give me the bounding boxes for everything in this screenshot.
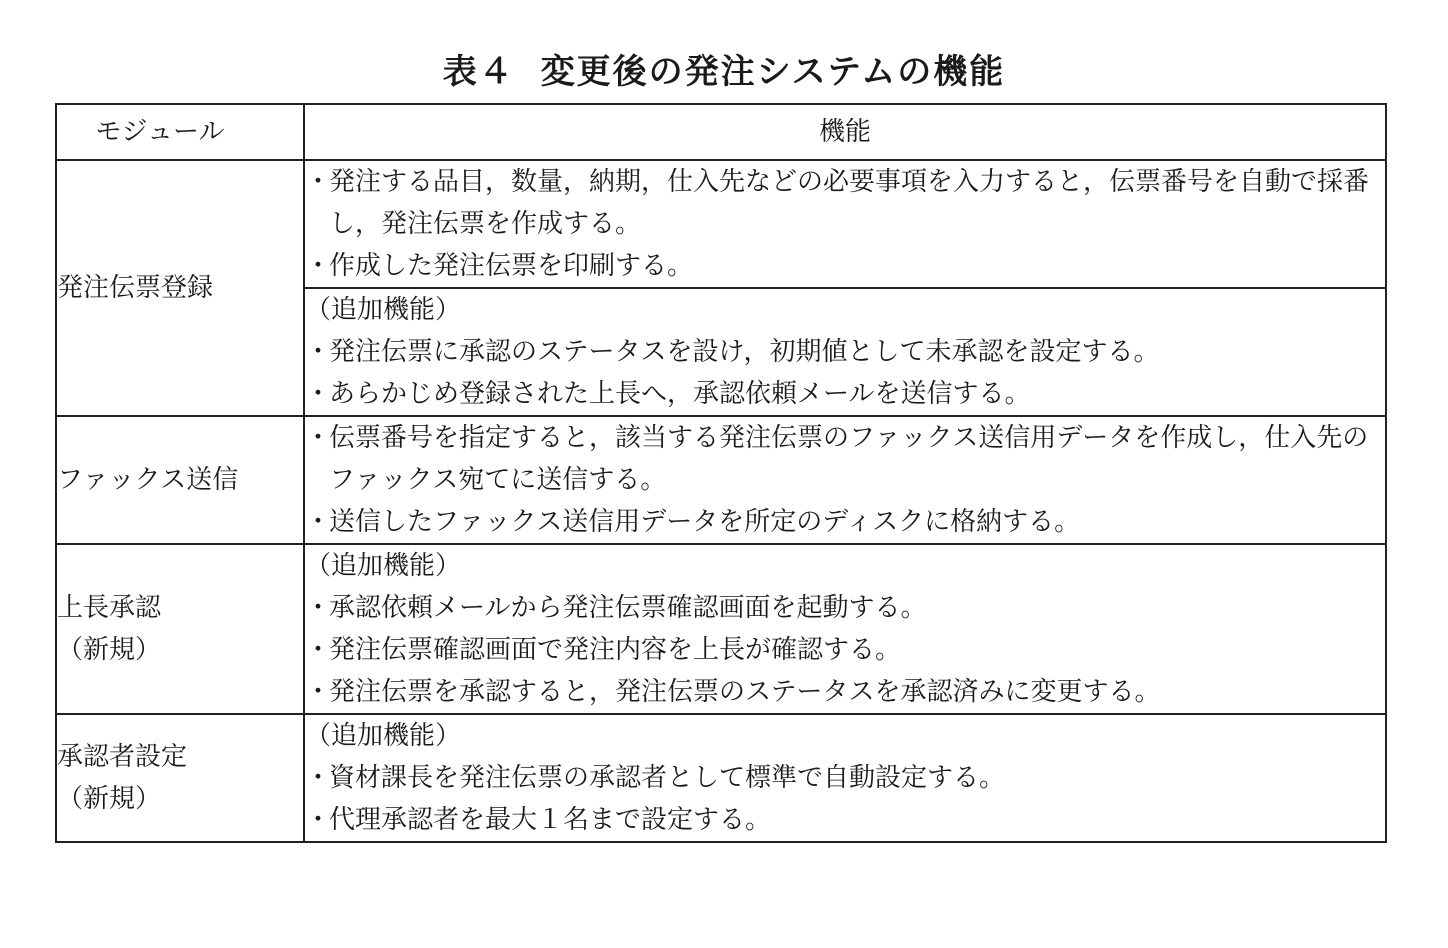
- function-cell: [304, 544, 1386, 714]
- table-title: [0, 44, 1448, 93]
- list-item: [305, 331, 1385, 373]
- function-cell: [304, 714, 1386, 842]
- list-item: [305, 671, 1385, 713]
- bullet: ・: [305, 379, 332, 409]
- header-module: モジュール: [56, 104, 304, 160]
- item-text: 発注伝票に承認のステータスを設け，初期値として未承認を設定する。: [329, 337, 1160, 367]
- module-cell: [56, 714, 304, 842]
- list-item: [305, 161, 1385, 245]
- header-row: [56, 104, 1386, 160]
- bullet: ・: [305, 763, 332, 793]
- module-cell: [56, 160, 304, 416]
- item-text: 伝票番号を指定すると，該当する発注伝票のファックス送信用データを作成し，仕入先のファックス宛てに送信する。: [329, 423, 1369, 495]
- bullet: ・: [305, 635, 332, 665]
- bullet: ・: [305, 423, 332, 453]
- list-item: [305, 417, 1385, 501]
- list-item: [305, 501, 1385, 543]
- bullet: ・: [305, 167, 332, 197]
- bullet: ・: [305, 507, 332, 537]
- item-text: 送信したファックス送信用データを所定のディスクに格納する。: [329, 507, 1081, 537]
- module-name: ファックス送信: [57, 465, 239, 495]
- table-row: [56, 160, 1386, 288]
- table-row: [56, 416, 1386, 544]
- bullet: ・: [305, 593, 332, 623]
- item-text: 代理承認者を最大１名まで設定する。: [329, 805, 772, 835]
- additional-note: （追加機能）: [305, 295, 462, 325]
- module-note: （新規）: [57, 635, 162, 665]
- additional-note: （追加機能）: [305, 551, 462, 581]
- function-cell: [304, 416, 1386, 544]
- item-text: 承認依頼メールから発注伝票確認画面を起動する。: [329, 593, 927, 623]
- item-text: 発注伝票を承認すると，発注伝票のステータスを承認済みに変更する。: [329, 677, 1161, 707]
- item-text: 作成した発注伝票を印刷する。: [329, 251, 694, 281]
- header-function: 機能: [304, 104, 1386, 160]
- list-item: [305, 245, 1385, 287]
- list-item: [305, 629, 1385, 671]
- bullet: ・: [305, 677, 332, 707]
- list-item: [305, 799, 1385, 841]
- function-cell: [304, 288, 1386, 416]
- module-cell: [56, 544, 304, 714]
- table-number: 表４: [442, 52, 515, 92]
- module-note: （新規）: [57, 784, 162, 814]
- module-cell: [56, 416, 304, 544]
- item-text: 資材課長を発注伝票の承認者として標準で自動設定する。: [329, 763, 1006, 793]
- list-item: [305, 587, 1385, 629]
- module-name: 承認者設定: [57, 742, 188, 772]
- item-text: あらかじめ登録された上長へ，承認依頼メールを送信する。: [329, 379, 1031, 409]
- item-text: 発注する品目，数量，納期，仕入先などの必要事項を入力すると，伝票番号を自動で採番し，発注伝票を作成する。: [329, 167, 1370, 239]
- module-name: 上長承認: [57, 593, 162, 623]
- additional-note: （追加機能）: [305, 721, 462, 751]
- table-caption: 変更後の発注システムの機能: [540, 52, 1006, 92]
- list-item: [305, 373, 1385, 415]
- module-name: 発注伝票登録: [57, 273, 214, 303]
- function-cell: [304, 160, 1386, 288]
- list-item: [305, 757, 1385, 799]
- bullet: ・: [305, 805, 332, 835]
- table-row: [56, 714, 1386, 842]
- table-row: [56, 544, 1386, 714]
- function-table: [55, 103, 1387, 843]
- bullet: ・: [305, 251, 332, 281]
- bullet: ・: [305, 337, 332, 367]
- item-text: 発注伝票確認画面で発注内容を上長が確認する。: [329, 635, 902, 665]
